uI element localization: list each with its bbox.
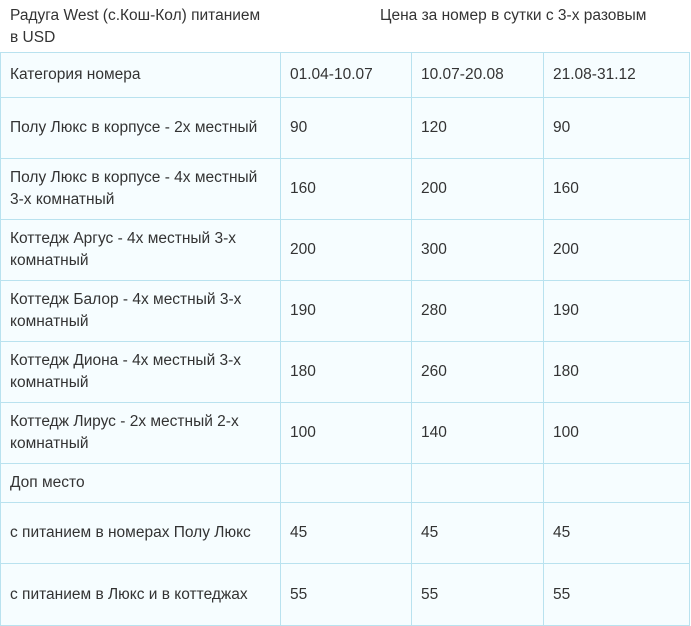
price-cell: 90	[544, 98, 690, 159]
price-cell: 200	[281, 220, 412, 281]
column-header-period-3: 21.08-31.12	[544, 53, 690, 98]
price-caption: Цена за номер в сутки с 3-х разовым	[380, 7, 647, 24]
price-cell: 280	[412, 281, 544, 342]
room-category-cell: Коттедж Балор - 4х местный 3-х комнатный	[1, 281, 281, 342]
hotel-title: Радуга West (с.Кош-Кол) питанием в USD	[10, 7, 261, 46]
price-cell: 90	[281, 98, 412, 159]
table-row	[1, 281, 690, 342]
room-category-cell: Полу Люкс в корпусе - 4х местный 3-х комнатный	[1, 159, 281, 220]
price-cell: 200	[544, 220, 690, 281]
price-cell: 45	[544, 503, 690, 564]
room-category-cell: Коттедж Лирус - 2х местный 2-х комнатный	[1, 403, 281, 464]
price-cell: 190	[544, 281, 690, 342]
page-header	[0, 0, 691, 52]
room-category-cell: с питанием в номерах Полу Люкс	[1, 503, 281, 564]
room-category-cell: Доп место	[1, 464, 281, 503]
column-header-category: Категория номера	[1, 53, 281, 98]
table-header-row	[1, 53, 690, 98]
price-cell: 180	[281, 342, 412, 403]
column-header-period-1: 01.04-10.07	[281, 53, 412, 98]
price-cell: 200	[412, 159, 544, 220]
price-cell: 160	[281, 159, 412, 220]
table-row	[1, 342, 690, 403]
room-category-cell: Коттедж Аргус - 4х местный 3-х комнатный	[1, 220, 281, 281]
price-cell	[412, 464, 544, 503]
price-cell: 140	[412, 403, 544, 464]
price-cell: 100	[281, 403, 412, 464]
table-row	[1, 159, 690, 220]
price-table	[0, 52, 690, 626]
price-cell: 45	[412, 503, 544, 564]
room-category-cell: Коттедж Диона - 4х местный 3-х комнатный	[1, 342, 281, 403]
price-cell	[544, 464, 690, 503]
table-row	[1, 98, 690, 159]
price-cell	[281, 464, 412, 503]
price-cell: 180	[544, 342, 690, 403]
price-cell: 120	[412, 98, 544, 159]
price-cell: 100	[544, 403, 690, 464]
price-cell: 55	[544, 564, 690, 626]
table-row	[1, 503, 690, 564]
table-row	[1, 403, 690, 464]
table-row	[1, 220, 690, 281]
price-cell: 260	[412, 342, 544, 403]
table-row-extra-bed	[1, 464, 690, 503]
price-cell: 190	[281, 281, 412, 342]
room-category-cell: с питанием в Люкс и в коттеджах	[1, 564, 281, 626]
room-category-cell: Полу Люкс в корпусе - 2х местный	[1, 98, 281, 159]
price-cell: 55	[281, 564, 412, 626]
price-cell: 300	[412, 220, 544, 281]
price-cell: 45	[281, 503, 412, 564]
price-cell: 160	[544, 159, 690, 220]
price-cell: 55	[412, 564, 544, 626]
column-header-period-2: 10.07-20.08	[412, 53, 544, 98]
table-row	[1, 564, 690, 626]
